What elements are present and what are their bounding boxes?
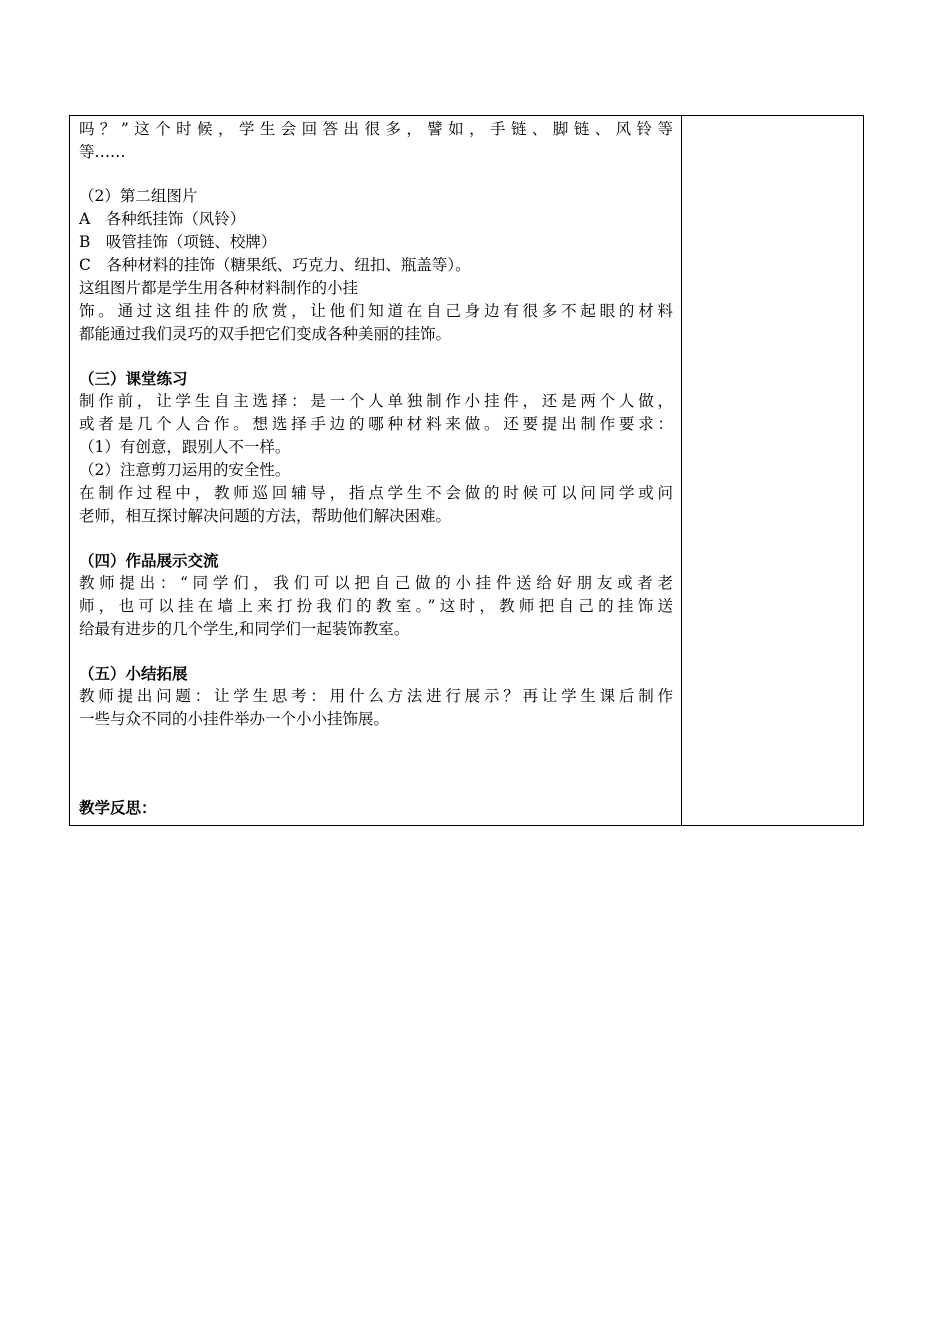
text-line: 或者是几个人合作。想选择手边的哪种材料来做。还要提出制作要求： bbox=[79, 415, 673, 433]
blank-line bbox=[79, 528, 673, 549]
blank-line bbox=[79, 773, 673, 794]
blank-line bbox=[79, 346, 673, 367]
text-line: 饰。通过这组挂件的欣赏，让他们知道在自己身边有很多不起眼的材料 bbox=[79, 302, 673, 320]
text-line: 制作前，让学生自主选择：是一个人单独制作小挂件，还是两个人做， bbox=[79, 392, 673, 410]
text-line: 师，也可以挂在墙上来打扮我们的教室。”这时，教师把自己的挂饰送 bbox=[79, 597, 673, 615]
text-line: 一些与众不同的小挂件举办一个小小挂饰展。 bbox=[79, 710, 390, 728]
blank-line bbox=[79, 752, 673, 773]
notes-cell bbox=[682, 116, 863, 825]
blank-line bbox=[79, 164, 673, 185]
text-line: 吗？”这个时候，学生会回答出很多，譬如，手链、脚链、风铃等 bbox=[79, 120, 673, 138]
section-heading-summary: （五）小结拓展 bbox=[79, 664, 188, 683]
list-item-c: C 各种材料的挂饰（糖果纸、巧克力、纽扣、瓶盖等）。 bbox=[79, 256, 471, 274]
text-line: 给最有进步的几个学生,和同学们一起装饰教室。 bbox=[79, 620, 410, 638]
text-line: 这组图片都是学生用各种材料制作的小挂 bbox=[79, 279, 359, 297]
lesson-plan-table bbox=[69, 115, 864, 826]
text-line: 老师，相互探讨解决问题的方法，帮助他们解决困难。 bbox=[79, 507, 452, 525]
section-heading-practice: （三）课堂练习 bbox=[79, 369, 188, 388]
lesson-content-cell bbox=[70, 116, 682, 825]
text-line: 教师提出：“同学们，我们可以把自己做的小挂件送给好朋友或者老 bbox=[79, 574, 673, 592]
teaching-reflection-label: 教学反思： bbox=[79, 798, 157, 817]
text-line: 等…… bbox=[79, 143, 126, 161]
text-line: 都能通过我们灵巧的双手把它们变成各种美丽的挂饰。 bbox=[79, 325, 452, 343]
blank-line bbox=[79, 731, 673, 752]
blank-line bbox=[79, 641, 673, 662]
section-heading-group2: （2）第二组图片 bbox=[79, 187, 198, 205]
text-line: 教师提出问题：让学生思考：用什么方法进行展示？再让学生课后制作 bbox=[79, 687, 673, 705]
list-item-b: B 吸管挂饰（项链、校牌） bbox=[79, 233, 277, 251]
list-item-a: A 各种纸挂饰（风铃） bbox=[79, 210, 246, 228]
requirement-item-1: （1）有创意，跟别人不一样。 bbox=[79, 438, 291, 456]
section-heading-showcase: （四）作品展示交流 bbox=[79, 551, 219, 570]
text-line: 在制作过程中，教师巡回辅导，指点学生不会做的时候可以问同学或问 bbox=[79, 484, 673, 502]
requirement-item-2: （2）注意剪刀运用的安全性。 bbox=[79, 461, 291, 479]
